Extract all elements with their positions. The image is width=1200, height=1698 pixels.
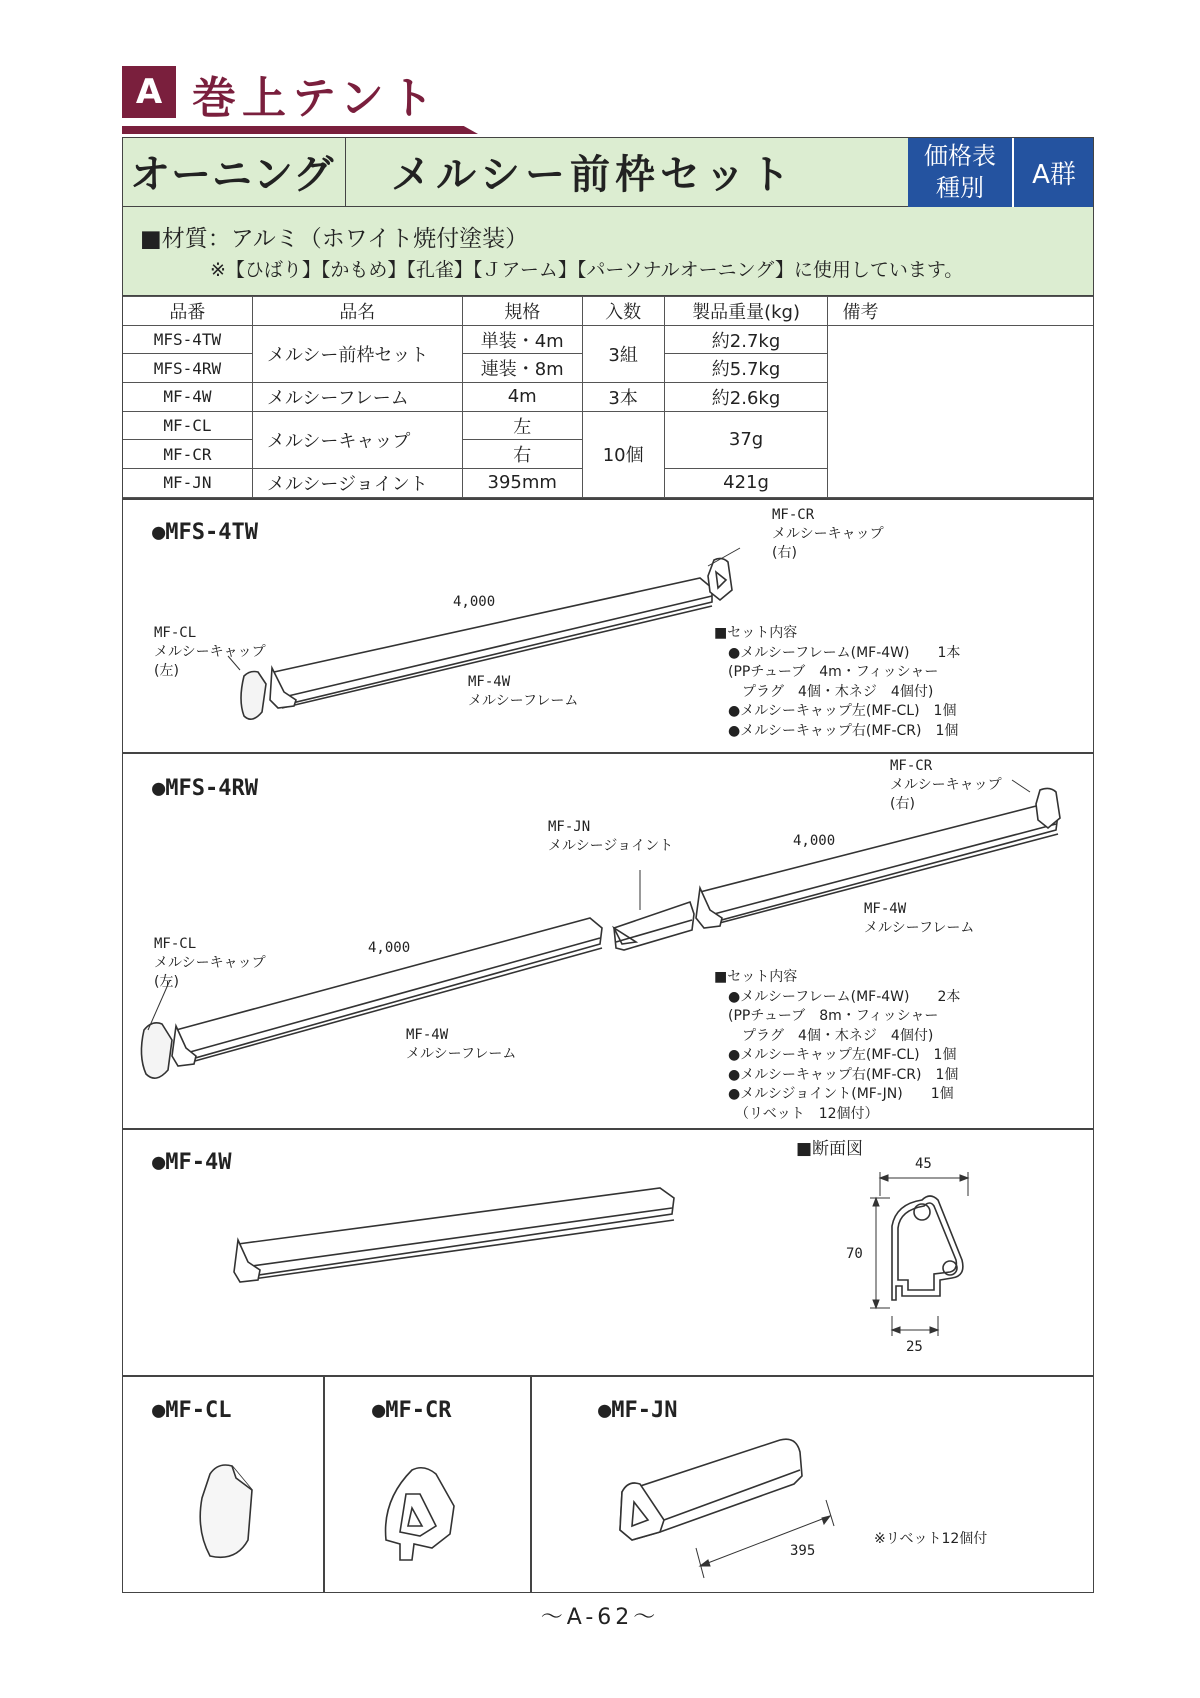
mfs4tw-title: ●MFS-4TW — [152, 520, 258, 545]
mfs4tw-dim: 4,000 — [453, 594, 496, 610]
cell-name: メルシーキャップ — [252, 411, 462, 468]
cell-weight: 約5.7kg — [664, 354, 828, 383]
cell-qty: 10個 — [582, 411, 664, 497]
cell-weight: 約2.7kg — [664, 325, 828, 354]
section-title: 巻上テント — [192, 73, 440, 124]
cell-code: MF-CL — [123, 411, 253, 440]
cell-name: メルシーフレーム — [252, 383, 462, 412]
set-line: (PPチューブ 8m・フィッシャー — [714, 1008, 939, 1024]
mfcl-shape — [200, 1465, 252, 1557]
mfs4rw-cr-code: MF-CR — [890, 758, 933, 774]
mfs4rw-title: ●MFS-4RW — [152, 776, 258, 801]
set-line: ●メルシーキャップ右(MF-CR) 1個 — [714, 722, 959, 739]
set-line: ■セット内容 — [714, 625, 798, 641]
set-line: プラグ 4個・木ネジ 4個付) — [714, 683, 934, 700]
mfcl-title: ●MF-CL — [152, 1398, 232, 1423]
col-header-name: 品名 — [252, 297, 462, 326]
mfs4tw-frame-name: メルシーフレーム — [468, 693, 579, 709]
cell-code: MF-CR — [123, 440, 253, 469]
cell-code: MF-4W — [123, 383, 253, 412]
product-name-cell: メルシー前枠セット — [346, 137, 908, 207]
set-line: プラグ 4個・木ネジ 4個付) — [714, 1027, 934, 1044]
price-label-line2: 種別 — [936, 174, 984, 202]
section-badge: A — [122, 66, 176, 118]
usage-note: ※【ひばり】【かもめ】【孔雀】【Ｊアーム】【パーソナルオーニング】に使用しています。 — [210, 259, 964, 281]
dim-height: 70 — [846, 1246, 863, 1262]
set-line: ●メルシーフレーム(MF-4W) 2本 — [714, 988, 961, 1005]
page-number: ～A-62～ — [540, 1605, 660, 1630]
set-line: (PPチューブ 4m・フィッシャー — [714, 664, 939, 680]
set-line: ■セット内容 — [714, 969, 798, 985]
mfs4rw-frame-left-name: メルシーフレーム — [406, 1046, 517, 1062]
mfs4rw-dim-left: 4,000 — [368, 940, 411, 956]
price-group-value: A群 — [1014, 137, 1094, 207]
col-header-weight: 製品重量(kg) — [664, 297, 828, 326]
cell-spec: 4m — [462, 383, 582, 412]
cell-qty: 3本 — [582, 383, 664, 412]
set-line: ●メルシーキャップ右(MF-CR) 1個 — [714, 1066, 959, 1083]
cell-code: MFS-4TW — [123, 325, 253, 354]
mfs4rw-cl-code: MF-CL — [154, 936, 197, 952]
cell-spec: 単装・4m — [462, 325, 582, 354]
mfs4tw-frame-code: MF-4W — [468, 674, 511, 690]
set-line: ●メルシジョイント(MF-JN) 1個 — [714, 1086, 954, 1102]
col-header-code: 品番 — [123, 297, 253, 326]
mfs4tw-cr-code: MF-CR — [772, 507, 815, 523]
cell-qty: 3組 — [582, 325, 664, 382]
mfs4tw-cr-name: メルシーキャップ — [772, 526, 884, 542]
mfs4tw-cr-side: (右) — [772, 545, 797, 561]
mfcr-title: ●MF-CR — [372, 1398, 452, 1423]
cell-weight: 37g — [664, 411, 828, 468]
set-line: （リベット 12個付） — [714, 1105, 879, 1122]
cross-section-label: ■断面図 — [796, 1139, 864, 1159]
price-label-line1: 価格表 — [924, 142, 996, 170]
cell-weight: 約2.6kg — [664, 383, 828, 412]
set-line: ●メルシーキャップ左(MF-CL) 1個 — [714, 1047, 957, 1063]
mfs4rw-cr-name: メルシーキャップ — [890, 777, 1002, 793]
col-header-remarks: 備考 — [828, 297, 1094, 326]
set-line: ●メルシーキャップ左(MF-CL) 1個 — [714, 703, 957, 719]
mfjn-note: ※リベット12個付 — [874, 1531, 988, 1547]
cell-spec: 連装・8m — [462, 354, 582, 383]
set-line: ●メルシーフレーム(MF-4W) 1本 — [714, 644, 961, 661]
cell-code: MF-JN — [123, 469, 253, 498]
cell-code: MFS-4RW — [123, 354, 253, 383]
cell-weight: 421g — [664, 469, 828, 498]
cell-spec: 右 — [462, 440, 582, 469]
mfs4rw-frame-left-code: MF-4W — [406, 1027, 449, 1043]
col-header-qty: 入数 — [582, 297, 664, 326]
cell-name: メルシー前枠セット — [252, 325, 462, 382]
mfs4rw-cl-side: (左) — [154, 974, 179, 990]
mfs4rw-jn-name: メルシージョイント — [548, 838, 674, 854]
category-cell: オーニング — [122, 137, 346, 207]
dim-bottom: 25 — [906, 1339, 923, 1355]
mfs4rw-frame-right-name: メルシーフレーム — [864, 920, 975, 936]
cell-name: メルシージョイント — [252, 469, 462, 498]
col-header-spec: 規格 — [462, 297, 582, 326]
material-line: ■材質：アルミ（ホワイト焼付塗装） — [140, 226, 529, 252]
mfs4rw-frame-right-code: MF-4W — [864, 901, 907, 917]
mfs4tw-cl-name: メルシーキャップ — [154, 644, 266, 660]
mfjn-title: ●MF-JN — [598, 1398, 678, 1423]
dim-width: 45 — [915, 1156, 932, 1172]
mf4w-title: ●MF-4W — [152, 1150, 232, 1175]
cell-spec: 395mm — [462, 469, 582, 498]
mfs4tw-cl-code: MF-CL — [154, 625, 197, 641]
mfs4tw-cl-side: (左) — [154, 663, 179, 679]
mfs4rw-cl-name: メルシーキャップ — [154, 955, 266, 971]
mfs4rw-jn-code: MF-JN — [548, 819, 591, 835]
cell-spec: 左 — [462, 411, 582, 440]
mfjn-dim: 395 — [790, 1543, 816, 1559]
mfs4rw-cr-side: (右) — [890, 796, 915, 812]
mfs4rw-dim-right: 4,000 — [793, 833, 836, 849]
